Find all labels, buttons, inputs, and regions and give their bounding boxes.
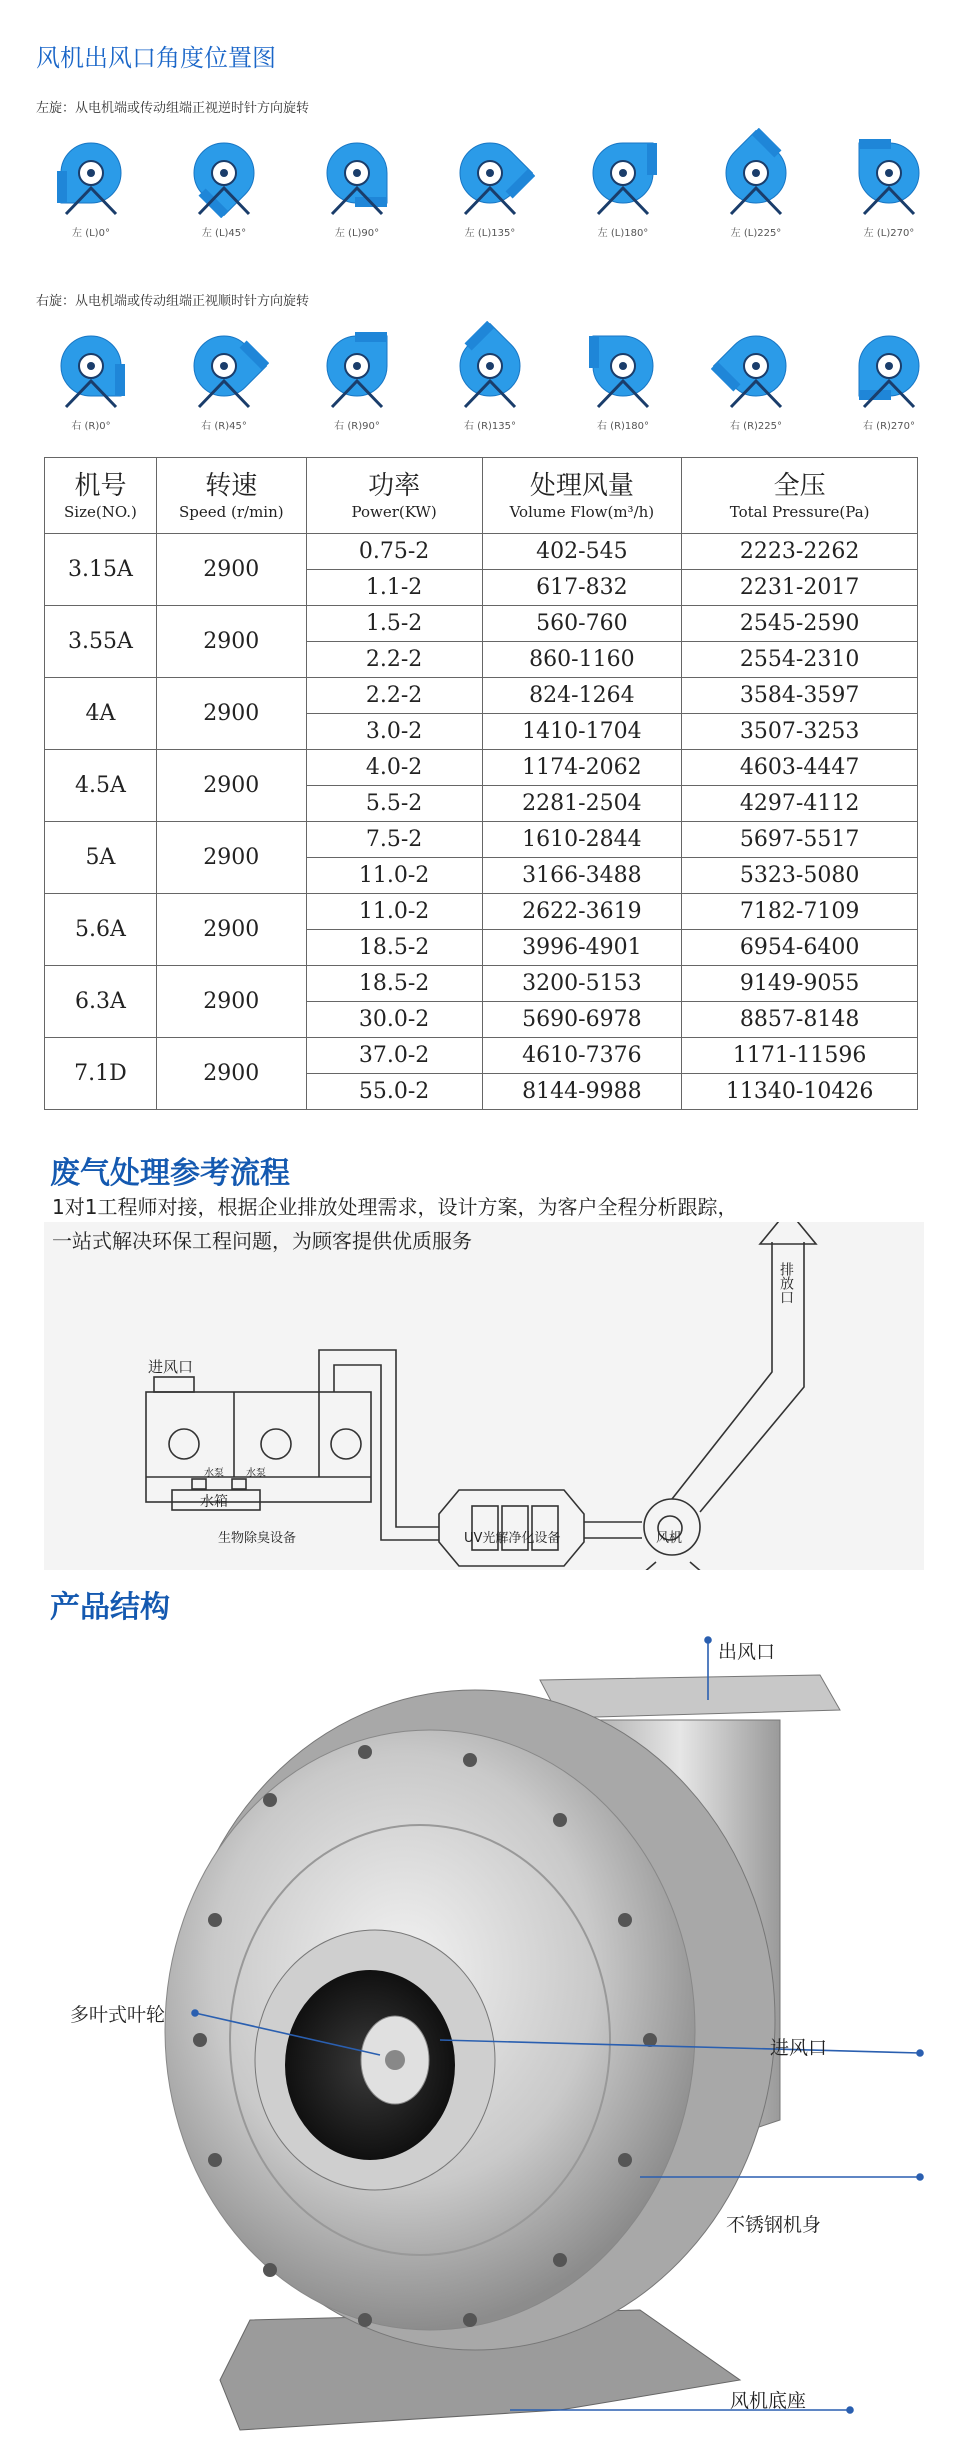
- left-rotation-row: [36, 128, 926, 253]
- angles-title: 风机出风口角度位置图: [36, 44, 276, 72]
- fan-angle-left-0: [36, 128, 146, 253]
- cell-pressure: 4603-4447: [682, 750, 918, 786]
- fan-angle-left-180: [568, 128, 678, 253]
- cell-volume: 2281-2504: [482, 786, 682, 822]
- fan-angle-right-90: [302, 321, 412, 446]
- cell-power: 1.1-2: [306, 570, 482, 606]
- header-pressure-cn: 全压: [773, 470, 826, 501]
- label-body: 不锈钢机身: [726, 2214, 822, 2236]
- fan-angle-icon: [578, 128, 668, 218]
- label-inlet: 进风口: [770, 2037, 828, 2059]
- cell-size: 3.55A: [45, 606, 157, 678]
- header-speed: [156, 458, 306, 534]
- fan-angle-caption: 右 (R)180°: [596, 421, 650, 432]
- fan-angle-icon: [711, 321, 801, 411]
- cell-power: 5.5-2: [306, 786, 482, 822]
- product-title: 产品结构: [50, 1590, 170, 1625]
- fan-angle-caption: 右 (R)45°: [201, 421, 247, 432]
- table-row: [45, 1038, 918, 1074]
- fan-angle-left-225: [701, 128, 811, 253]
- cell-pressure: 8857-8148: [682, 1002, 918, 1038]
- exhaust-arrow: [760, 1222, 816, 1244]
- cell-pressure: 7182-7109: [682, 894, 918, 930]
- table-row: [45, 534, 918, 570]
- label-uv: UV光解净化设备: [464, 1531, 561, 1546]
- header-size-cn: 机号: [74, 470, 127, 501]
- cell-volume: 1174-2062: [482, 750, 682, 786]
- cell-power: 7.5-2: [306, 822, 482, 858]
- header-power: [306, 458, 482, 534]
- cell-power: 4.0-2: [306, 750, 482, 786]
- table-row: [45, 822, 918, 858]
- cell-pressure: 2554-2310: [682, 642, 918, 678]
- label-water-tank: 水箱: [200, 1494, 228, 1510]
- cell-power: 11.0-2: [306, 858, 482, 894]
- cell-pressure: 11340-10426: [682, 1074, 918, 1110]
- header-volume-en: Volume Flow(m³/h): [509, 502, 655, 521]
- cell-size: 3.15A: [45, 534, 157, 606]
- fan-angle-caption: 右 (R)90°: [334, 421, 380, 432]
- fan-angle-icon: [179, 321, 269, 411]
- table-row: [45, 750, 918, 786]
- cell-pressure: 2231-2017: [682, 570, 918, 606]
- cell-size: 5.6A: [45, 894, 157, 966]
- cell-speed: 2900: [156, 750, 306, 822]
- cell-power: 37.0-2: [306, 1038, 482, 1074]
- fan-angle-icon: [445, 128, 535, 218]
- cell-pressure: 4297-4112: [682, 786, 918, 822]
- cell-pressure: 2545-2590: [682, 606, 918, 642]
- header-size-en: Size(NO.): [64, 502, 137, 521]
- fan-angle-icon: [46, 128, 136, 218]
- fan-angle-caption: 左 (L)90°: [334, 228, 380, 239]
- fan-angle-right-0: [36, 321, 146, 446]
- uv-unit: [439, 1490, 584, 1566]
- header-pressure: [682, 458, 918, 534]
- fan-angle-caption: 左 (L)180°: [597, 228, 649, 239]
- cell-size: 4A: [45, 678, 157, 750]
- fan-angle-caption: 右 (R)225°: [729, 421, 783, 432]
- right-rotation-label: 右旋：从电机端或传动组端正视顺时针方向旋转: [36, 294, 310, 309]
- cell-pressure: 9149-9055: [682, 966, 918, 1002]
- cell-volume: 860-1160: [482, 642, 682, 678]
- fan-angle-right-225: [701, 321, 811, 446]
- cell-volume: 3200-5153: [482, 966, 682, 1002]
- cell-power: 3.0-2: [306, 714, 482, 750]
- cell-speed: 2900: [156, 678, 306, 750]
- cell-volume: 560-760: [482, 606, 682, 642]
- right-rotation-row: [36, 321, 926, 446]
- table-row: [45, 894, 918, 930]
- cell-power: 2.2-2: [306, 642, 482, 678]
- cell-pressure: 6954-6400: [682, 930, 918, 966]
- header-power-cn: 功率: [368, 470, 421, 501]
- fan-angle-left-135: [435, 128, 545, 253]
- fan-angle-caption: 左 (L)270°: [863, 228, 915, 239]
- table-row: [45, 678, 918, 714]
- cell-volume: 4610-7376: [482, 1038, 682, 1074]
- cell-power: 2.2-2: [306, 678, 482, 714]
- table-row: [45, 606, 918, 642]
- cell-pressure: 5323-5080: [682, 858, 918, 894]
- fan-angle-icon: [844, 321, 934, 411]
- cell-power: 55.0-2: [306, 1074, 482, 1110]
- header-power-en: Power(KW): [351, 502, 437, 521]
- cell-power: 11.0-2: [306, 894, 482, 930]
- fan-angle-caption: 右 (R)135°: [463, 421, 517, 432]
- cell-volume: 1410-1704: [482, 714, 682, 750]
- fan-angle-icon: [844, 128, 934, 218]
- spec-table-header-row: [45, 458, 918, 534]
- process-diagram: [44, 1222, 924, 1570]
- table-row: [45, 966, 918, 1002]
- cell-volume: 824-1264: [482, 678, 682, 714]
- process-line-2: 一站式解决环保工程问题，为顾客提供优质服务: [52, 1229, 472, 1253]
- fan-housing: [644, 1499, 700, 1555]
- cell-speed: 2900: [156, 606, 306, 678]
- cell-speed: 2900: [156, 966, 306, 1038]
- header-size: [45, 458, 157, 534]
- fan-angle-caption: 左 (L)0°: [72, 228, 110, 239]
- fan-angle-right-135: [435, 321, 545, 446]
- fan-angle-icon: [179, 128, 269, 218]
- cell-size: 5A: [45, 822, 157, 894]
- cell-size: 6.3A: [45, 966, 157, 1038]
- cell-volume: 8144-9988: [482, 1074, 682, 1110]
- cell-power: 30.0-2: [306, 1002, 482, 1038]
- bio-tank: [146, 1392, 371, 1502]
- label-base: 风机底座: [730, 2390, 807, 2412]
- cell-power: 1.5-2: [306, 606, 482, 642]
- cell-size: 7.1D: [45, 1038, 157, 1110]
- fan-angle-icon: [711, 128, 801, 218]
- fan-angle-left-45: [169, 128, 279, 253]
- fan-angle-icon: [312, 128, 402, 218]
- cell-pressure: 3507-3253: [682, 714, 918, 750]
- fan-angle-caption: 右 (R)0°: [71, 421, 111, 432]
- cell-volume: 1610-2844: [482, 822, 682, 858]
- fan-angle-left-90: [302, 128, 412, 253]
- fan-angle-left-270: [834, 128, 944, 253]
- fan-angle-right-45: [169, 321, 279, 446]
- left-rotation-label: 左旋：从电机端或传动组端正视逆时针方向旋转: [36, 101, 310, 116]
- bio-tank-port-1: [169, 1429, 199, 1459]
- cell-pressure: 5697-5517: [682, 822, 918, 858]
- fan-angle-icon: [312, 321, 402, 411]
- cell-pressure: 1171-11596: [682, 1038, 918, 1074]
- cell-power: 18.5-2: [306, 966, 482, 1002]
- cell-volume: 402-545: [482, 534, 682, 570]
- cell-pressure: 2223-2262: [682, 534, 918, 570]
- bio-tank-port-3: [331, 1429, 361, 1459]
- fan-angle-icon: [578, 321, 668, 411]
- cell-volume: 2622-3619: [482, 894, 682, 930]
- header-volume-cn: 处理风量: [529, 470, 634, 501]
- label-impeller: 多叶式叶轮: [70, 2004, 166, 2026]
- fan-angle-right-180: [568, 321, 678, 446]
- fan-angle-icon: [46, 321, 136, 411]
- fan-angle-icon: [445, 321, 535, 411]
- fan-angle-caption: 左 (L)135°: [464, 228, 516, 239]
- label-inlet: 进风口: [148, 1358, 194, 1376]
- cell-volume: 5690-6978: [482, 1002, 682, 1038]
- cell-speed: 2900: [156, 534, 306, 606]
- label-outlet: 出风口: [718, 1641, 776, 1663]
- cell-volume: 3996-4901: [482, 930, 682, 966]
- label-exhaust: 排放口: [778, 1262, 794, 1304]
- header-speed-cn: 转速: [205, 470, 258, 501]
- fan-angle-caption: 左 (L)45°: [201, 228, 247, 239]
- cell-volume: 3166-3488: [482, 858, 682, 894]
- process-line-1: 1对1工程师对接，根据企业排放处理需求，设计方案，为客户全程分析跟踪，: [52, 1195, 738, 1219]
- process-title: 废气处理参考流程: [50, 1156, 290, 1191]
- cell-speed: 2900: [156, 822, 306, 894]
- fan-angle-caption: 右 (R)270°: [862, 421, 916, 432]
- label-pump-1: 水泵: [204, 1468, 224, 1479]
- label-bio: 生物除臭设备: [218, 1531, 297, 1546]
- bio-tank-port-2: [261, 1429, 291, 1459]
- cell-power: 0.75-2: [306, 534, 482, 570]
- cell-size: 4.5A: [45, 750, 157, 822]
- fan-angle-right-270: [834, 321, 944, 446]
- label-pump-2: 水泵: [246, 1468, 266, 1479]
- outlet-flange: [540, 1675, 840, 1718]
- header-pressure-en: Total Pressure(Pa): [729, 502, 870, 521]
- cell-speed: 2900: [156, 894, 306, 966]
- fan-angle-caption: 左 (L)225°: [730, 228, 782, 239]
- cell-speed: 2900: [156, 1038, 306, 1110]
- label-fan: 风机: [656, 1531, 683, 1546]
- header-volume: [482, 458, 682, 534]
- cell-power: 18.5-2: [306, 930, 482, 966]
- cell-pressure: 3584-3597: [682, 678, 918, 714]
- header-speed-en: Speed (r/min): [178, 502, 284, 521]
- spec-table: [44, 457, 918, 1110]
- cell-volume: 617-832: [482, 570, 682, 606]
